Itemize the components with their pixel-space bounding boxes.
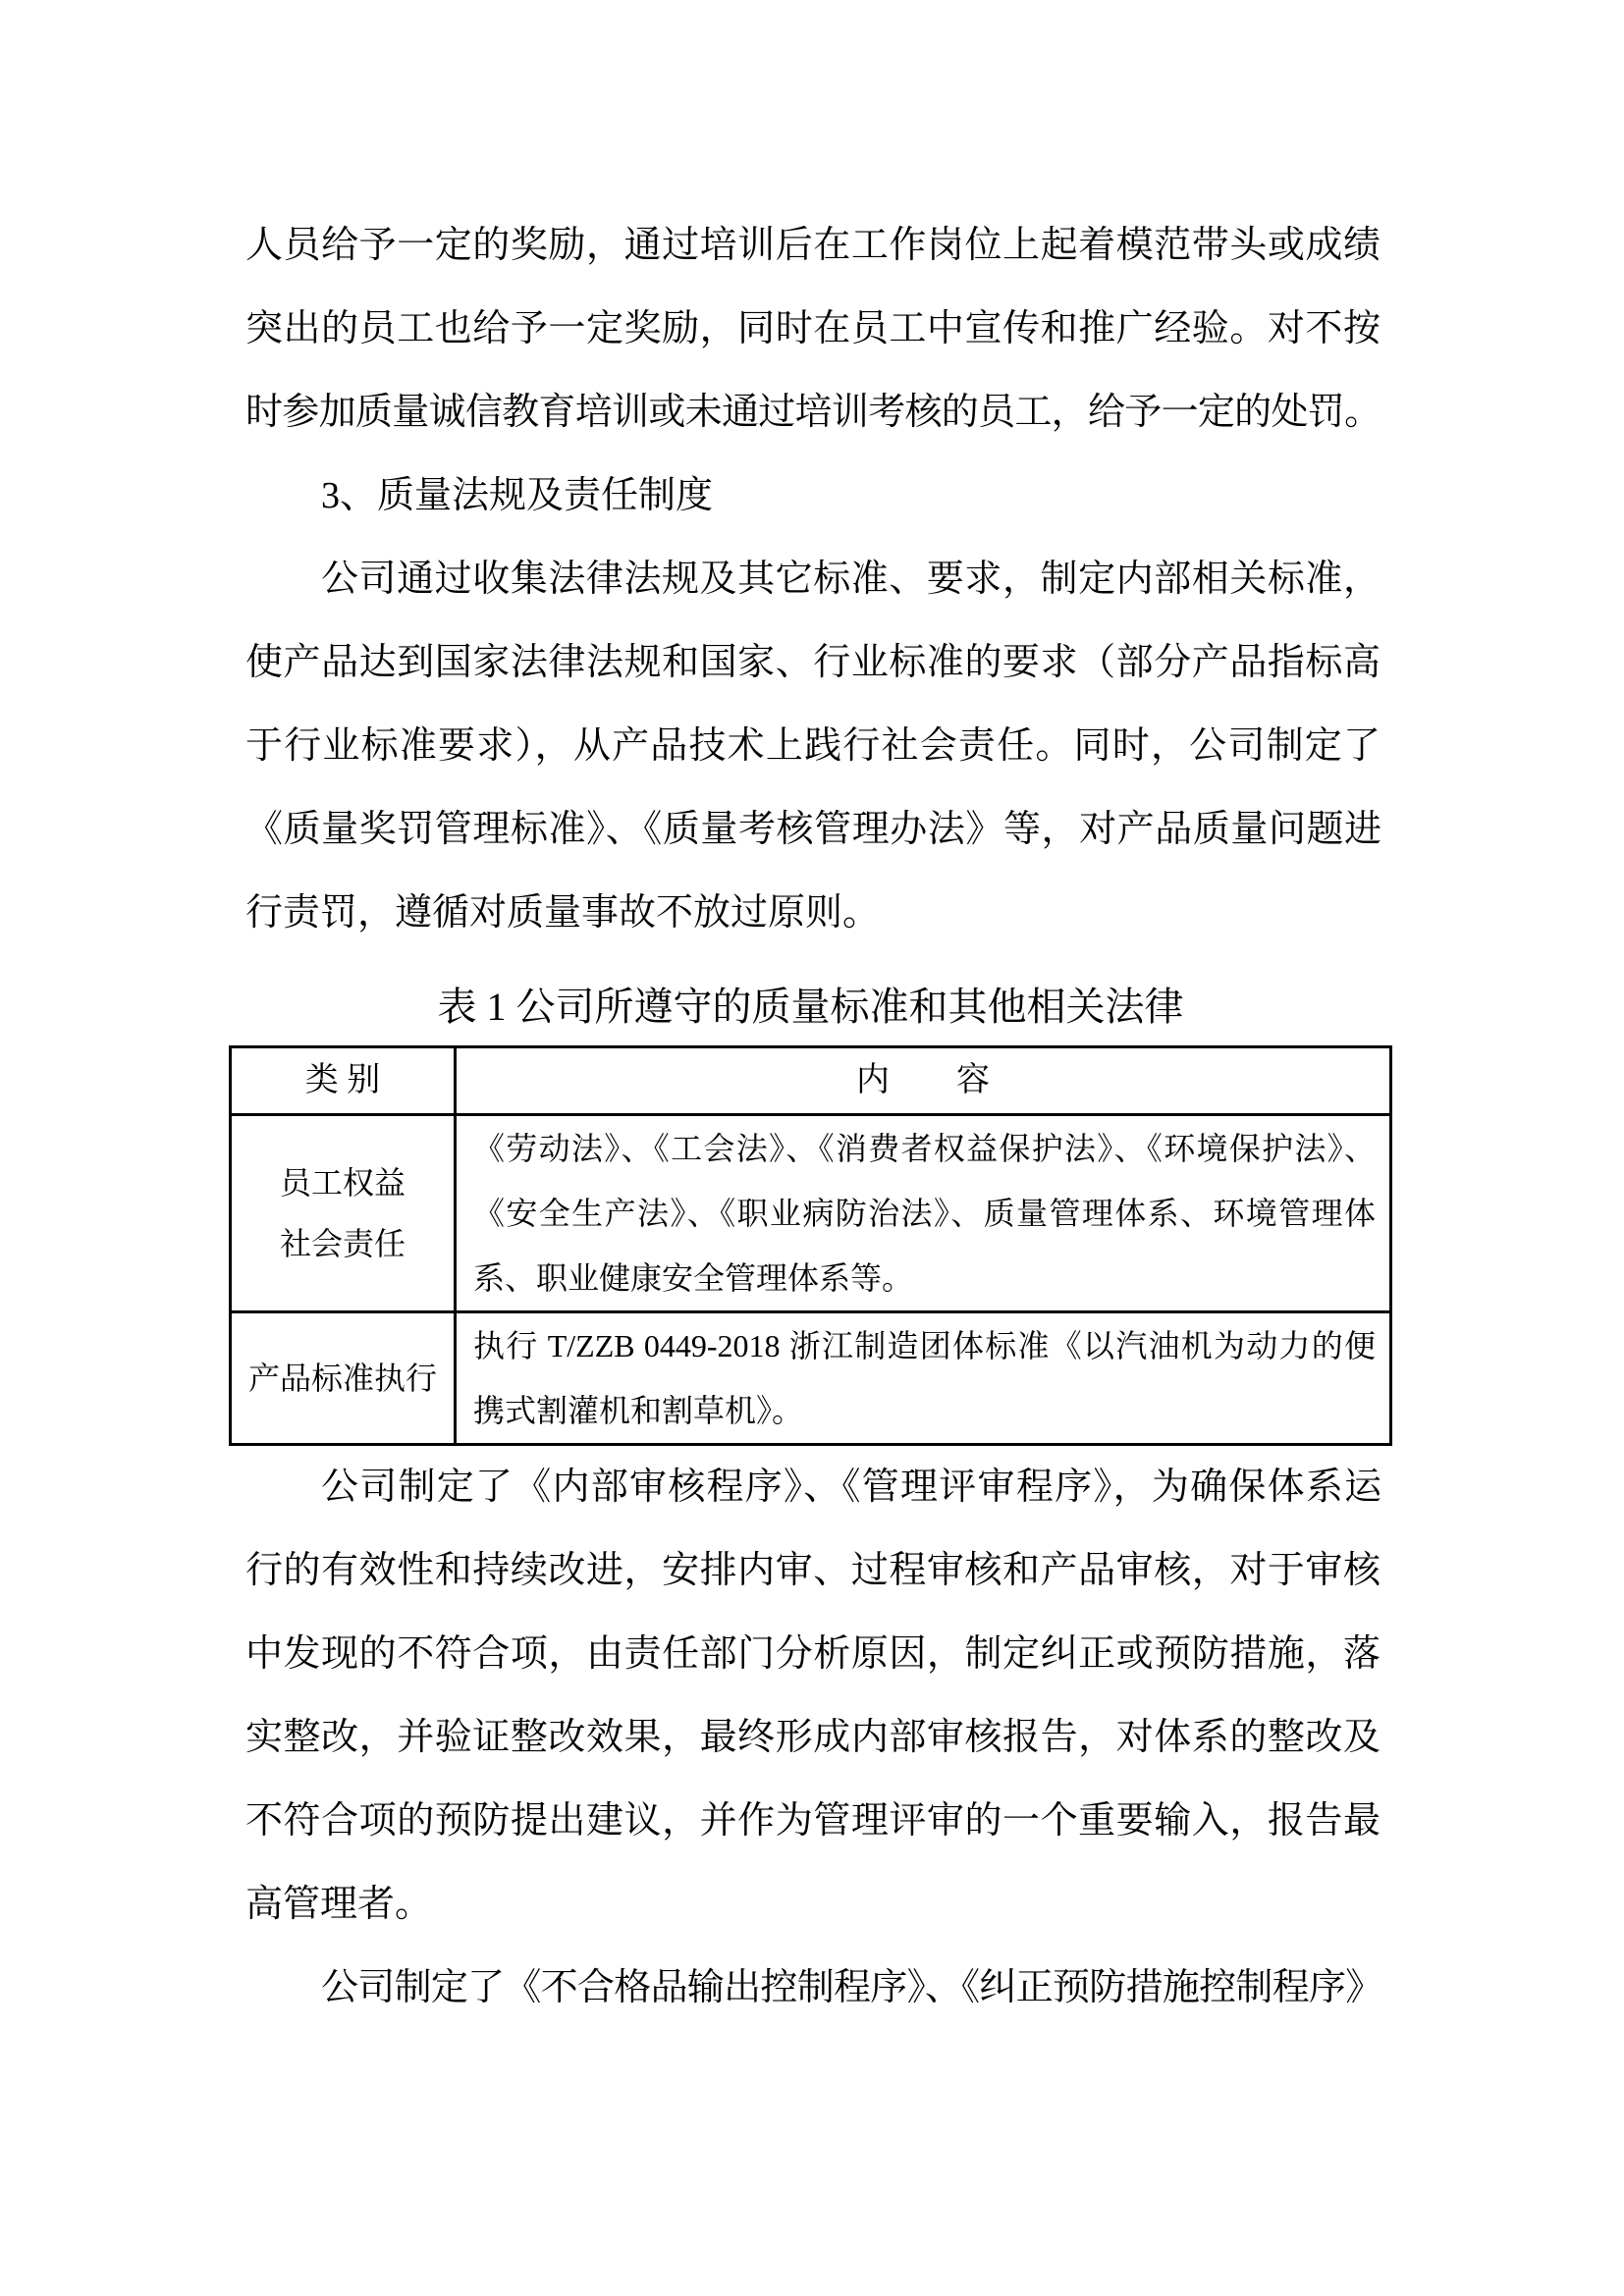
text-line: 行责罚，遵循对质量事故不放过原则。 (245, 892, 881, 934)
table-row (231, 1312, 1391, 1445)
category-line: 产品标准执行 (247, 1361, 437, 1396)
table-cell-content: 《劳动法》、《工会法》、《消费者权益保护法》、《环境保护法》、《安全生产法》、《职业病防治法》、质量管理体系、环境管理体系、职业健康安全管理体系等。 (456, 1115, 1391, 1312)
text-line: 突出的员工也给予一定奖励，同时在员工中宣传和推广经验。对不按 (245, 308, 1380, 349)
paragraphs-before-table (245, 204, 1380, 955)
text-line: 《质量奖罚管理标准》、《质量考核管理办法》等，对产品质量问题进 (245, 809, 1380, 850)
text-line: 时参加质量诚信教育培训或未通过培训考核的员工，给予一定的处罚。 (245, 392, 1380, 433)
text-line: 使产品达到国家法律法规和国家、行业标准的要求（部分产品指标高 (245, 642, 1380, 683)
text-line: 中发现的不符合项，由责任部门分析原因，制定纠正或预防措施，落 (245, 1633, 1380, 1675)
text-line: 实整改，并验证整改效果，最终形成内部审核报告，对体系的整改及 (245, 1717, 1380, 1758)
text-line: 公司制定了《不合格品输出控制程序》、《纠正预防措施控制程序》 (321, 1967, 1380, 2008)
text-line: 行的有效性和持续改进，安排内审、过程审核和产品审核，对于审核 (245, 1550, 1380, 1591)
text-line: 人员给予一定的奖励，通过培训后在工作岗位上起着模范带头或成绩 (245, 225, 1380, 266)
table-row (231, 1115, 1391, 1312)
table-caption: 表 1 公司所遵守的质量标准和其他相关法律 (437, 985, 1184, 1029)
table-cell-content: 执行 T/ZZB 0449-2018 浙江制造团体标准《以汽油机为动力的便携式割灌机和割草机》。 (456, 1312, 1391, 1445)
text-line: 不符合项的预防提出建议，并作为管理评审的一个重要输入，报告最 (245, 1800, 1380, 1842)
table-cell-category (231, 1115, 456, 1312)
text-line: 公司制定了《内部审核程序》、《管理评审程序》，为确保体系运 (321, 1467, 1380, 1508)
category-line: 社会责任 (279, 1226, 406, 1261)
text-line: 于行业标准要求），从产品技术上践行社会责任。同时，公司制定了 (245, 725, 1380, 767)
paragraphs-after-table (245, 1446, 1380, 2030)
table-header-content: 内 容 (456, 1047, 1391, 1115)
text-line: 高管理者。 (245, 1884, 433, 1925)
table-header-category: 类 别 (231, 1047, 456, 1115)
text-line: 3、质量法规及责任制度 (321, 475, 714, 516)
table-header-row (231, 1047, 1391, 1115)
text-line: 公司通过收集法律法规及其它标准、要求，制定内部相关标准， (321, 559, 1380, 600)
standards-table (229, 1045, 1392, 1446)
table-cell-category (231, 1312, 456, 1445)
category-line: 员工权益 (279, 1165, 406, 1201)
